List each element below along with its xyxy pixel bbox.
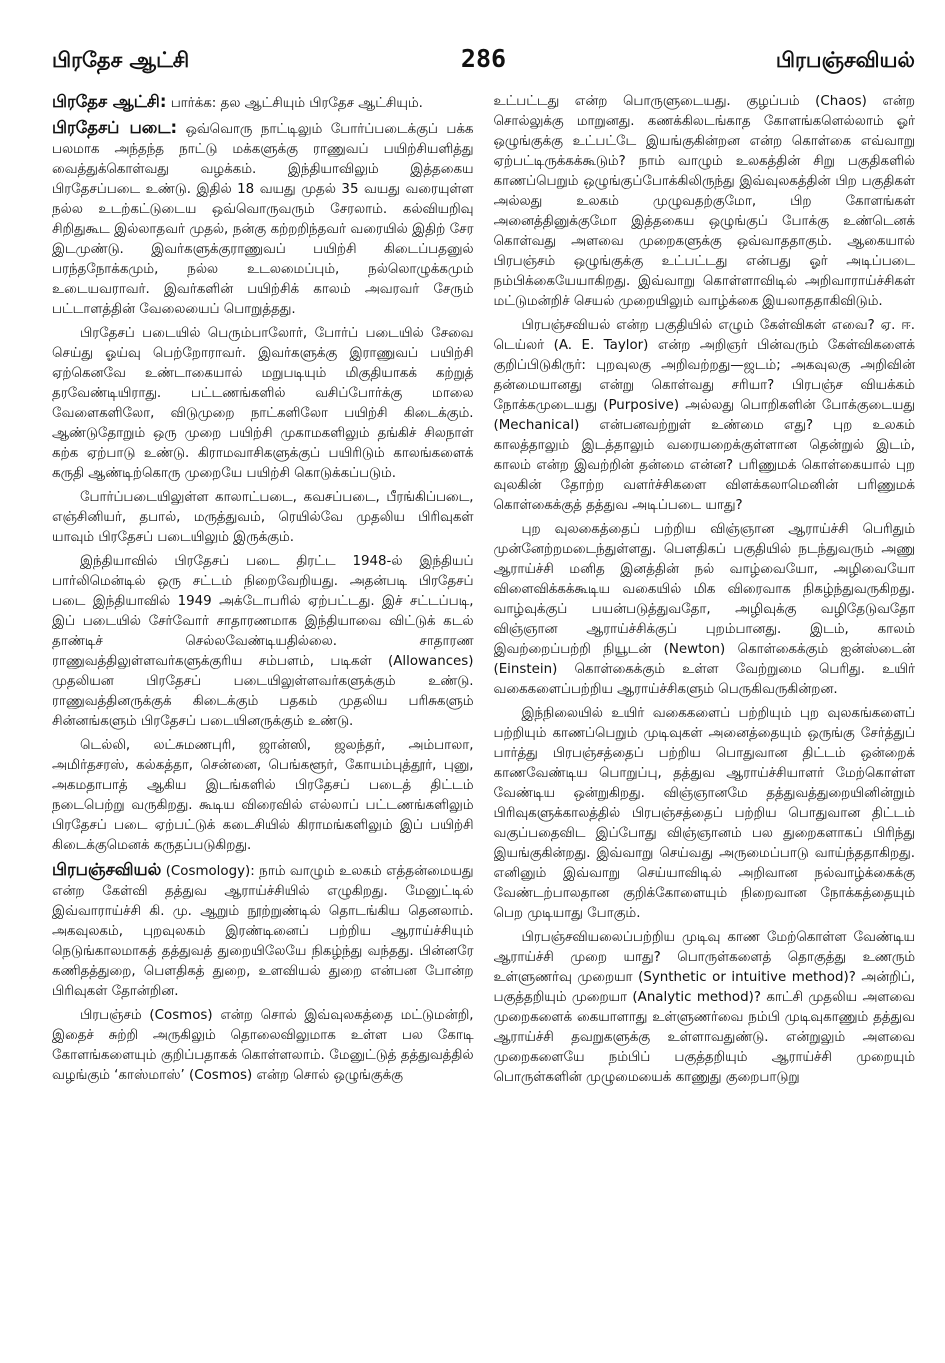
running-head-right: பிரபஞ்சவியல் [775,48,915,72]
paragraph: பிரபஞ்சம் (Cosmos) என்ற சொல் இவ்வுலகத்தை மட்டுமன்றி, இதைச் சுற்றி அருகிலும் தொலைவிலுமாக உள்ள பல கோடி கோளங்களையும் குறிப்பதாகக் கொள்ளலாம். மேனுட்டுத் தத்துவத்தில் வழங்கும் ‘காஸ்மாஸ்’ (Cosmos) என்ற சொல் ஒழுங்குக்கு [52,1008,474,1083]
headword: பிரதேசப் படை: [52,118,178,137]
paragraph [52,92,474,114]
paragraph: இந்தியாவில் பிரதேசப் படை திரட்ட 1948-ல் இந்தியப் பார்லிமென்டில் ஒரு சட்டம் நிறைவேறியது. அதன்படி பிரதேசப் படை இந்தியாவில் 1949 அக்டோபரில் ஏற்பட்டது. இச் சட்டப்படி, இப் படையில் சேர்வோர் சாதாரணமாக இந்தியாவை விட்டுக் கடல் தாண்டிச் செல்லவேண்டியதில்லை. சாதாரண ராணுவத்திலுள்ளவர்களுக்குரிய சம்பளம், படிகள் (Allowances) முதலியன பிரதேசப் படையிலுள்ளவர்களுக்கும் உண்டு. ராணுவத்தினருக்குக் கிடைக்கும் பதகம் முதலிய பரிசுகளும் சின்னங்களும் பிரதேசப் படையினருக்கும் உண்டு. [52,554,474,729]
paragraph: இந்நிலையில் உயிர் வகைகளைப் பற்றியும் புற வுலகங்களைப் பற்றியும் காணப்பெறும் முடிவுகள் அனைத்தையும் ஒருங்கு சேர்த்துப் பார்த்து பிரபஞ்சத்தைப் பற்றிய பொதுவான திட்டம் ஒன்றைக் காணவேண்டிய பொறுப்பு, தத்துவ ஆராய்ச்சியாளர் மேற்கொள்ள வேண்டிய ஒன்றுகிறது. விஞ்ஞானமே தத்துவத்துறையினின்றும் பிரிவுகளுக்காலத்தில் பிரபஞ்சத்தைப் பற்றிய பொதுவான திட்டம் வகுப்பதைவிட இப்போது விஞ்ஞானம் பல துறைகளாகப் பிரிந்து இயங்குகின்றது. இவ்வாறு செய்வது அருமைப்பாடு வாய்ந்ததாகிறது. எனினும் இவ்வாறு செய்யாவிடில் அறிவான நல்வாழ்க்கைக்கு வேண்டற்பாலதான குறிக்கோளையும் நிறைவான நோக்கத்தையும் பெற முடியாது போகும். [493,706,915,921]
paragraph: பிரபஞ்சவியல் என்ற பகுதியில் எழும் கேள்விகள் எவை? ஏ. ஈ. டெய்லர் (A. E. Taylor) என்ற அறிஞர் பின்வரும் கேள்விகளைக் குறிப்பிடுகிருர்: புறவுலகு அறிவற்றது—ஜடம்; அகவுலகு அறிவின் தன்மையானது என்று கொள்வது சரியா? பிரபஞ்ச வியக்கம் நோக்கமுடையது (Purposive) அல்லது பொறிகளின் போக்குடையது (Mechanical) என்பனவற்றுள் உண்மை எது? புற உலகம் காலத்தாலும் இடத்தாலும் வரையறைக்குள்ளான தென்றுல் இடம், காலம் என்ற இவற்றின் தன்மை என்ன? பரிணுமக் கொள்கையால் புற வுலகின் தோற்ற வளர்ச்சிகளை விளக்கலாமெனின் பரிணுமக் கொள்கைக்குத் தத்துவ அடிப்படை யாது? [493,318,915,513]
headword: பிரபஞ்சவியல் [52,860,162,879]
right-column [494,92,916,1349]
left-column [52,92,474,1349]
paragraph: டெல்லி, லட்சுமணபுரி, ஜான்ஸி, ஜலந்தர், அம்பாலா, அமிர்தசரஸ், கல்கத்தா, சென்னை, பெங்களூர், கோயம்புத்தூர், புனு, அகமதாபாத் ஆகிய இடங்களில் பிரதேசப் படைத் திட்டம் நடைபெற்று வருகிறது. கூடிய விரைவில் எல்லாப் பட்டணங்களிலும் பிரதேசப் படை ஏற்பட்டுக் கடைசியில் கிராமங்களிலும் இப் பயிற்சி கிடைக்குமெனக் கருதப்படுகிறது. [52,738,474,853]
entry-text: (Cosmology): நாம் வாழும் உலகம் எத்தன்மையது என்ற கேள்வி தத்துவ ஆராய்ச்சியில் எழுகிறது. மேனுட்டில் இவ்வாராய்ச்சி கி. மு. ஆறும் நூற்றுண்டில் தொடங்கிய தெனலாம். அகவுலகம், புறவுலகம் இரண்டினைப் பற்றிய ஆராய்ச்சியும் நெடுங்காலமாகத் தத்துவத் துறையிலேயே நிகழ்ந்து வந்தது. பின்னரே கணிதத்துறை, பௌதிகத் துறை, உளவியல் துறை என்பன போன்ற பிரிவுகள் தோன்றின. [52,864,474,999]
running-head-left: பிரதேச ஆட்சி [52,48,190,72]
paragraph: போர்ப்படையிலுள்ள காலாட்படை, கவசப்படை, பீரங்கிப்படை, எஞ்சினியர், தபால், மருத்துவம், ரெயில்வே முதலிய பிரிவுகள் யாவும் பிரதேசப் படையிலும் இருக்கும். [52,490,474,545]
text-columns [52,92,915,1349]
headword: பிரதேச ஆட்சி: [52,92,167,111]
running-head [52,44,915,80]
paragraph: பிரதேசப் படையில் பெரும்பாலோர், போர்ப் படையில் சேவை செய்து ஓய்வு பெற்றோராவர். இவர்களுக்கு இராணுவப் பயிற்சி ஏற்கெனவே உண்டாகையால் மறுபடியும் மிகுதியாகக் கற்றுத் தரவேண்டியிராது. பட்டணங்களில் வசிப்போர்க்கு மாலை வேளைகளிலோ, விடுமுறை நாட்களிலோ பயிற்சி கிடைக்கும். ஆண்டுதோறும் ஒரு முறை பயிற்சி முகாமகளிலும் தங்கிச் சிலநாள் கற்க ஏற்பாடு உண்டு. கிராமவாசிகளுக்குப் பயிரிடும் காலங்களைக் கருதி ஆண்டிற்கொரு முறையே பயிற்சி கொடுக்கப்படும். [52,326,474,481]
paragraph [52,118,474,320]
paragraph [52,860,474,1002]
entry-text: பார்க்க: தல ஆட்சியும் பிரதேச ஆட்சியும். [166,96,423,111]
paragraph: உட்பட்டது என்ற பொருளுடையது. குழப்பம் (Chaos) என்ற சொல்லுக்கு மாறுனது. கணக்கிலடங்காத கோளங்களெல்லாம் ஓர் ஒழுங்குக்கு உட்பட்டே இயங்குகின்றன என்ற கொள்கை எவ்வாறு ஏற்பட்டிருக்கக்கூடும்? நாம் வாழும் உலகத்தின் சிறு பகுதிகளில் காணப்பெறும் ஒழுங்குப்போக்கிலிருந்து இவ்வுலகத்தின் பிற பகுதிகள் அல்லது உலகம் முழுவதற்குமோ, பிற கோளங்கள் அனைத்தினுக்குமோ இத்தகைய ஒழுங்குப் போக்கு உண்டெனக் கொள்வது அளவை முறைகளுக்கு ஒவ்வாததாகும். ஆகையால் பிரபஞ்சம் ஒழுங்குக்கு உட்பட்டது என்பது ஓர் அடிப்படை நம்பிக்கையேயாகிறது. இவ்வாறு கொள்ளாவிடில் அறிவாராய்ச்சிகள் மட்டுமன்றிச் செயல் முறையிலும் வாழ்க்கை இயலாததாகிவிடும். [493,94,915,309]
paragraph: புற வுலகைத்தைப் பற்றிய விஞ்ஞான ஆராய்ச்சி பெரிதும் முன்னேற்றமடைந்துள்ளது. பௌதிகப் பகுதியில் நடந்துவரும் அணு ஆராய்ச்சி மனித இனத்தின் நல் வாழ்வையோ, அழிவையோ விளைவிக்கக்கூடிய வகையில் மிக விரைவாக நிகழ்ந்துவருகிறது. வாழ்வுக்குப் பயன்படுத்துவதோ, அழிவுக்கு வழிதேடுவதோ விஞ்ஞான ஆராய்ச்சிக்குப் புறம்பானது. இடம், காலம் இவற்றைப்பற்றி நியூடன் (Newton) கொள்கைக்கும் ஐன்ஸ்டைன் (Einstein) கொள்கைக்கும் உள்ள வேற்றுமை பெரிது. உயிர் வகைகளைப்பற்றிய ஆராய்ச்சிகளும் பெருகிவருகின்றன. [493,522,915,697]
paragraph: பிரபஞ்சவியலைப்பற்றிய முடிவு காண மேற்கொள்ள வேண்டிய ஆராய்ச்சி முறை யாது? பொருள்களைத் தொகுத்து உணரும் உள்ளுணர்வு முறையா (Synthetic or intuitive method)? அன்றிப், பகுத்தறியும் முறையா (Analytic method)? காட்சி முதலிய அளவை முறைகளைக் கையாளாது உள்ளுணர்வை நம்பி முடிவுகாணும் தத்துவ ஆராய்ச்சி தவறுகளுக்கு உள்ளாவதுண்டு. என்றுலும் அளவை முறைகளையே நம்பிப் பகுத்தறியும் ஆராய்ச்சி முறையும் பொருள்களின் முழுமையைக் காணுது குறைபாடுறு [493,930,915,1085]
page-number: 286 [460,44,507,73]
entry-text: ஒவ்வொரு நாட்டிலும் போர்ப்படைக்குப் பக்க பலமாக அந்தந்த நாட்டு மக்களுக்கு ராணுவப் பயிற்சியளித்து வைத்துக்கொள்வது வழக்கம். இந்தியாவிலும் இத்தகைய பிரதேசப்படை உண்டு. இதில் 18 வயது முதல் 35 வயது வரையுள்ள நல்ல உடற்கட்டுடைய ஒவ்வொருவரும் சேரலாம். கல்வியறிவு சிறிதுகூட இல்லாதவர் முதல், நன்கு கற்றறிந்தவர் வரையில் இதிற் சேர இடமுண்டு. இவர்களுக்குராணுவப் பயிற்சி கிடைப்பதனுல் பரந்தநோக்கமும், நல்ல உடலமைப்பும், நல்லொழுக்கமும் உடையவராவர். இவர்களின் பயிற்சிக் காலம் அவரவர் சேரும் பட்டாளத்தின் வேலையைப் பொறுத்தது. [52,122,474,317]
